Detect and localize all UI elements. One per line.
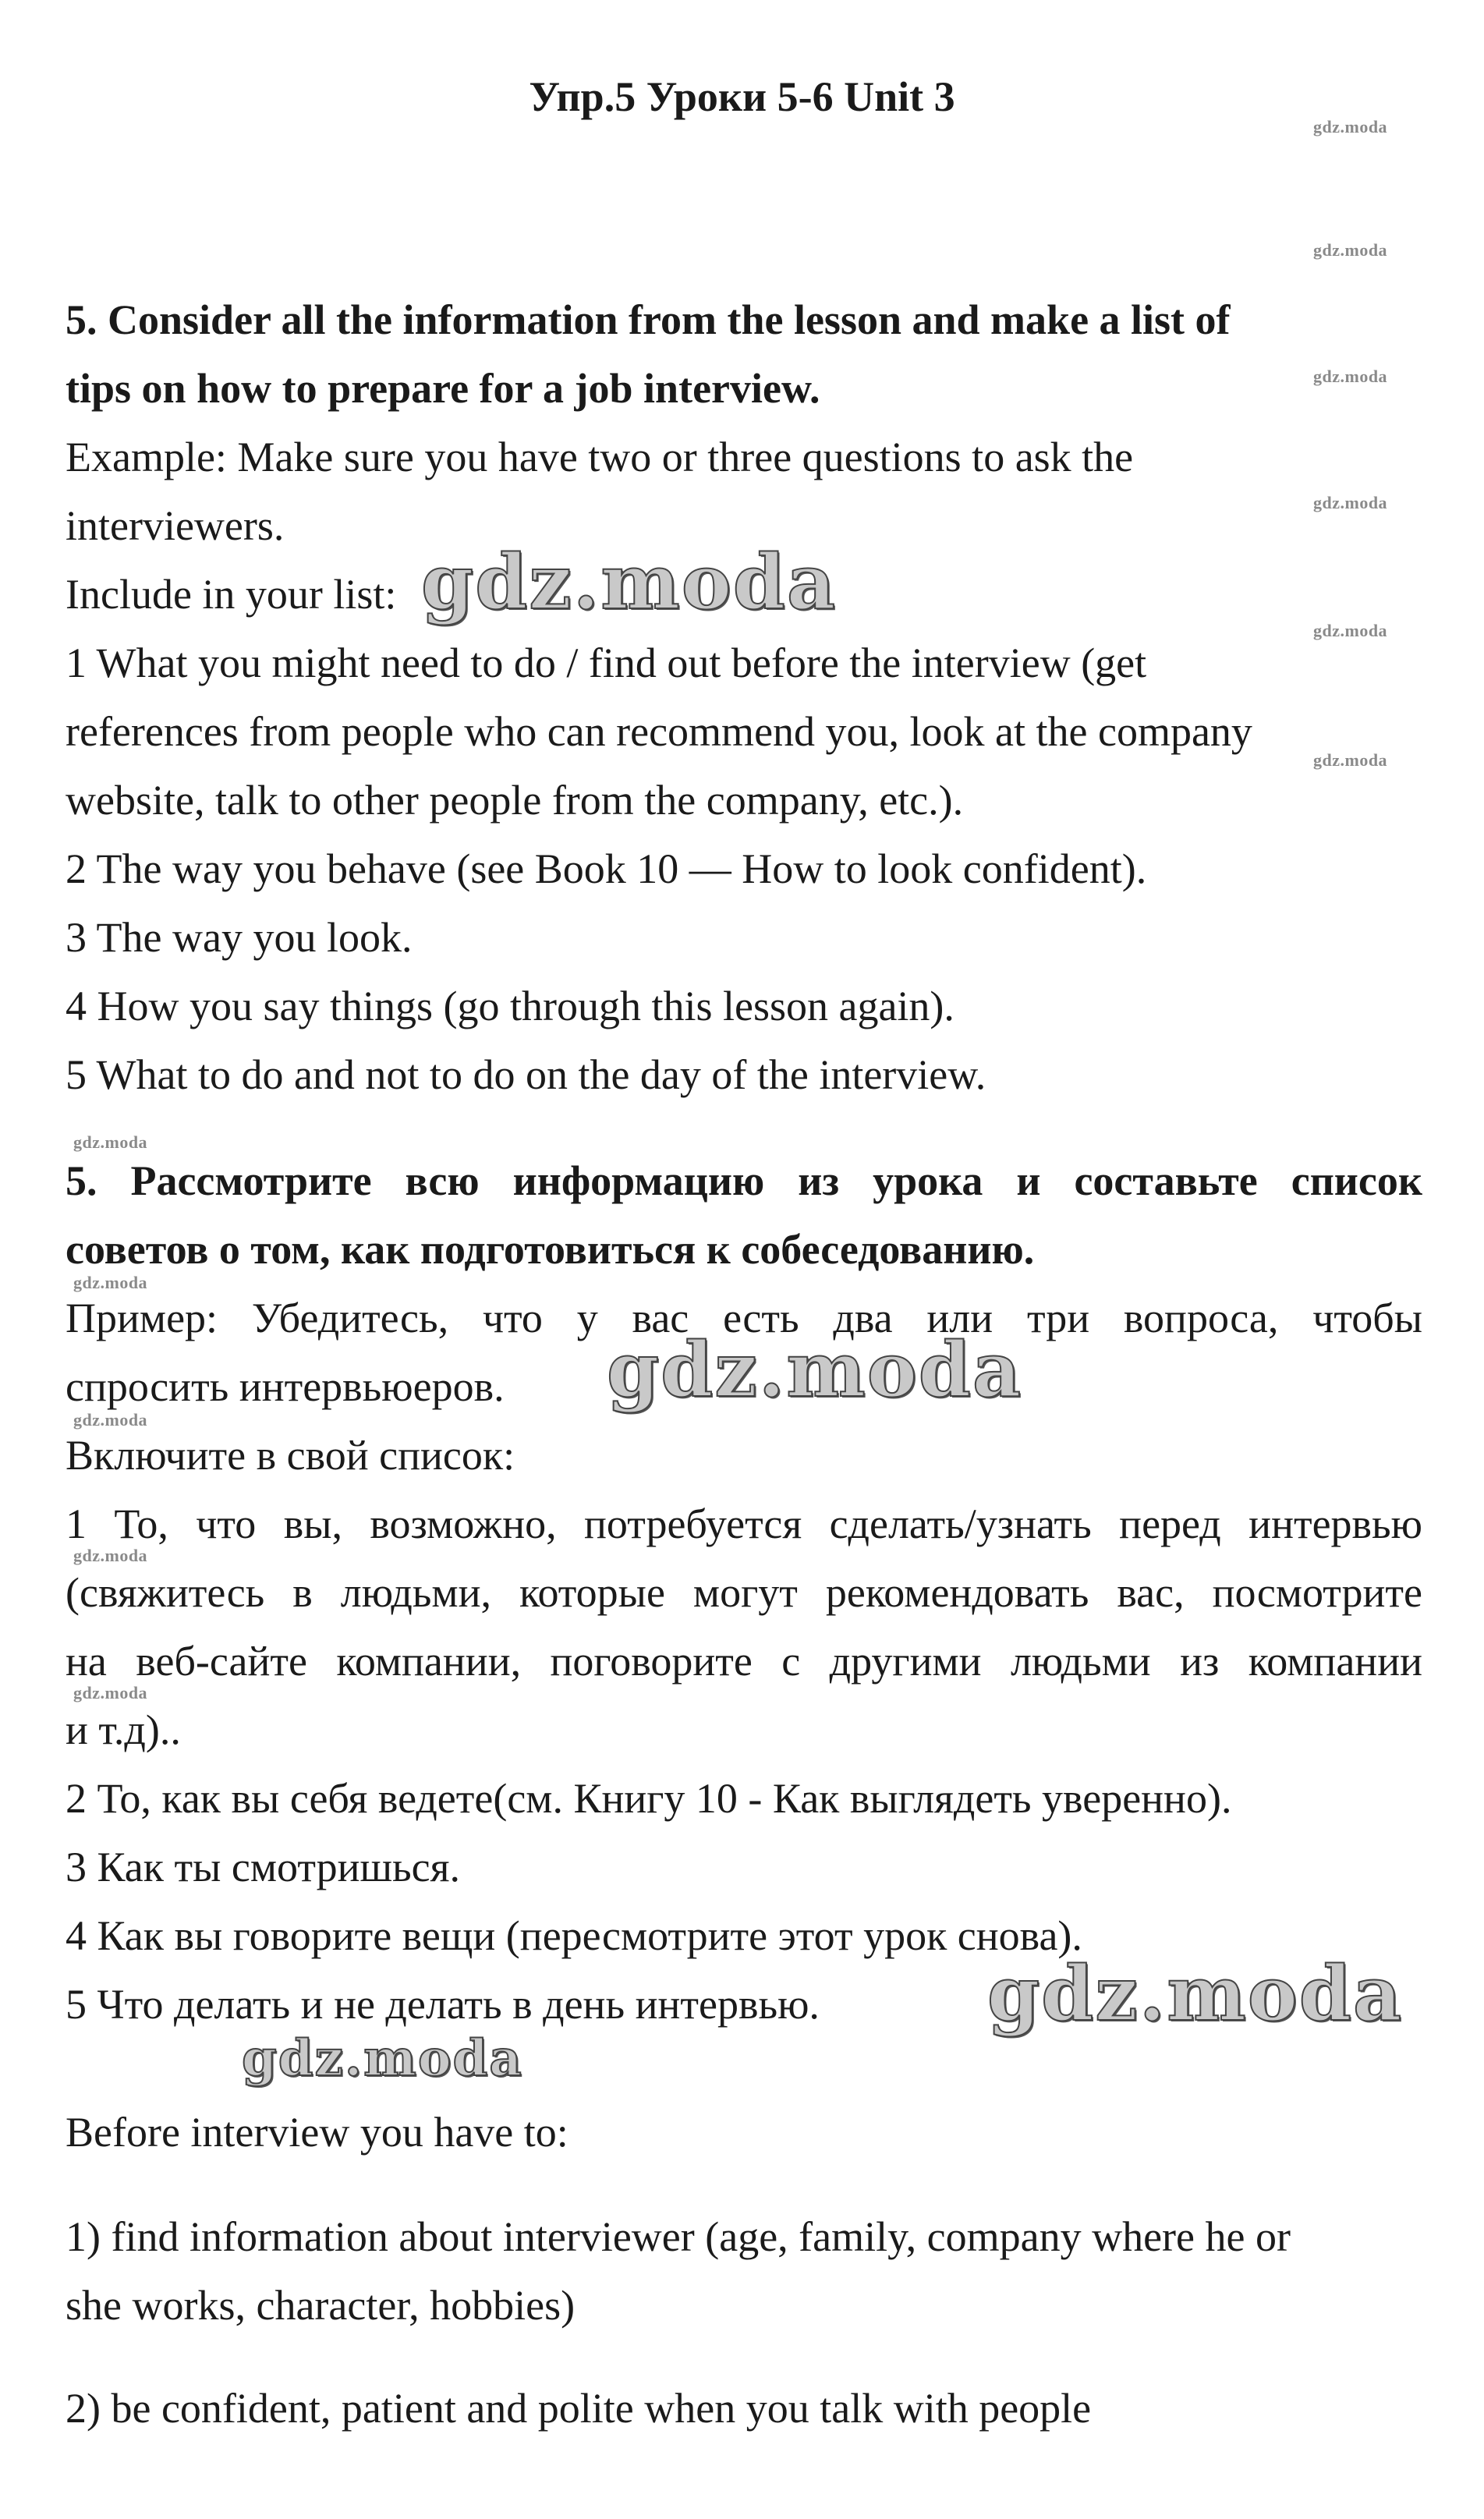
list-item: 3 Как ты смотришься. <box>66 1844 460 1890</box>
list-item: 2 То, как вы себя ведете(см. Книгу 10 - Как выглядеть уверенно). <box>66 1775 1232 1822</box>
example-line: Пример: Убедитесь, что у вас есть два или три вопроса, чтобы <box>66 1295 1422 1341</box>
list-item: 4 How you say things (go through this lesson again). <box>66 983 955 1029</box>
watermark-small: gdz.moda <box>1313 117 1388 136</box>
watermark-small: gdz.moda <box>1313 621 1388 640</box>
english-task <box>66 285 1422 1109</box>
answer-point-1 <box>66 2202 1422 2340</box>
watermark-large: gdz.moda <box>607 1326 1023 1414</box>
list-item: 3 The way you look. <box>66 914 413 961</box>
watermark-small: gdz.moda <box>73 1546 148 1565</box>
list-item: (свяжитесь в людьми, которые могут рекомендовать вас, посмотрите <box>66 1569 1422 1616</box>
example-line: Example: Make sure you have two or three questions to ask the <box>66 434 1134 480</box>
list-item: website, talk to other people from the company, etc.). <box>66 777 964 824</box>
example-line: спросить интервьюеров. <box>66 1363 505 1410</box>
watermark-large: gdz.moda <box>242 2029 523 2088</box>
answer-point-2 <box>66 2374 1422 2443</box>
list-item: 1 То, что вы, возможно, потребуется сделать/узнать перед интервью <box>66 1500 1422 1547</box>
task-heading-line: 5. Рассмотрите всю информацию из урока и составьте список <box>66 1157 1422 1204</box>
watermark-small: gdz.moda <box>73 1132 148 1152</box>
answer-intro: Before interview you have to: <box>66 2109 568 2156</box>
list-item: и т.д).. <box>66 1706 181 1753</box>
list-item: 2 The way you behave (see Book 10 — How to look confident). <box>66 845 1147 892</box>
watermark-small: gdz.moda <box>73 1410 148 1430</box>
list-item: 5 What to do and not to do on the day of the interview. <box>66 1051 986 1098</box>
watermark-large: gdz.moda <box>421 538 838 626</box>
watermark-small: gdz.moda <box>73 1683 148 1702</box>
list-item: 1 What you might need to do / find out before the interview (get <box>66 639 1147 686</box>
include-line: Include in your list: <box>66 571 397 618</box>
task-heading-line: tips on how to prepare for a job interview. <box>66 365 820 412</box>
answer-line: 1) find information about interviewer (age, family, company where he or <box>66 2213 1291 2260</box>
list-item: 4 Как вы говорите вещи (пересмотрите этот урок снова). <box>66 1912 1082 1959</box>
list-item: на веб-сайте компании, поговорите с другими людьми из компании <box>66 1638 1422 1685</box>
watermark-small: gdz.moda <box>1313 367 1388 386</box>
answer-line: 2) be confident, patient and polite when you talk with people <box>66 2385 1092 2432</box>
answer-line: she works, character, hobbies) <box>66 2282 576 2329</box>
watermark-small: gdz.moda <box>1313 493 1388 512</box>
include-line: Включите в свой список: <box>66 1432 515 1479</box>
watermark-small: gdz.moda <box>1313 750 1388 770</box>
list-item: references from people who can recommend you, look at the company <box>66 708 1252 755</box>
watermark-small: gdz.moda <box>1313 240 1388 260</box>
watermark-large: gdz.moda <box>987 1950 1404 2038</box>
answer <box>66 2098 1422 2166</box>
task-heading-line: советов о том, как подготовиться к собеседованию. <box>66 1226 1035 1273</box>
watermark-small: gdz.moda <box>73 1273 148 1292</box>
list-item: 5 Что делать и не делать в день интервью. <box>66 1981 820 2028</box>
russian-task <box>66 1146 1422 2039</box>
page-title: Упр.5 Уроки 5-6 Unit 3 <box>529 73 955 120</box>
task-heading-line: 5. Consider all the information from the lesson and make a list of <box>66 296 1231 343</box>
example-line: interviewers. <box>66 502 285 549</box>
